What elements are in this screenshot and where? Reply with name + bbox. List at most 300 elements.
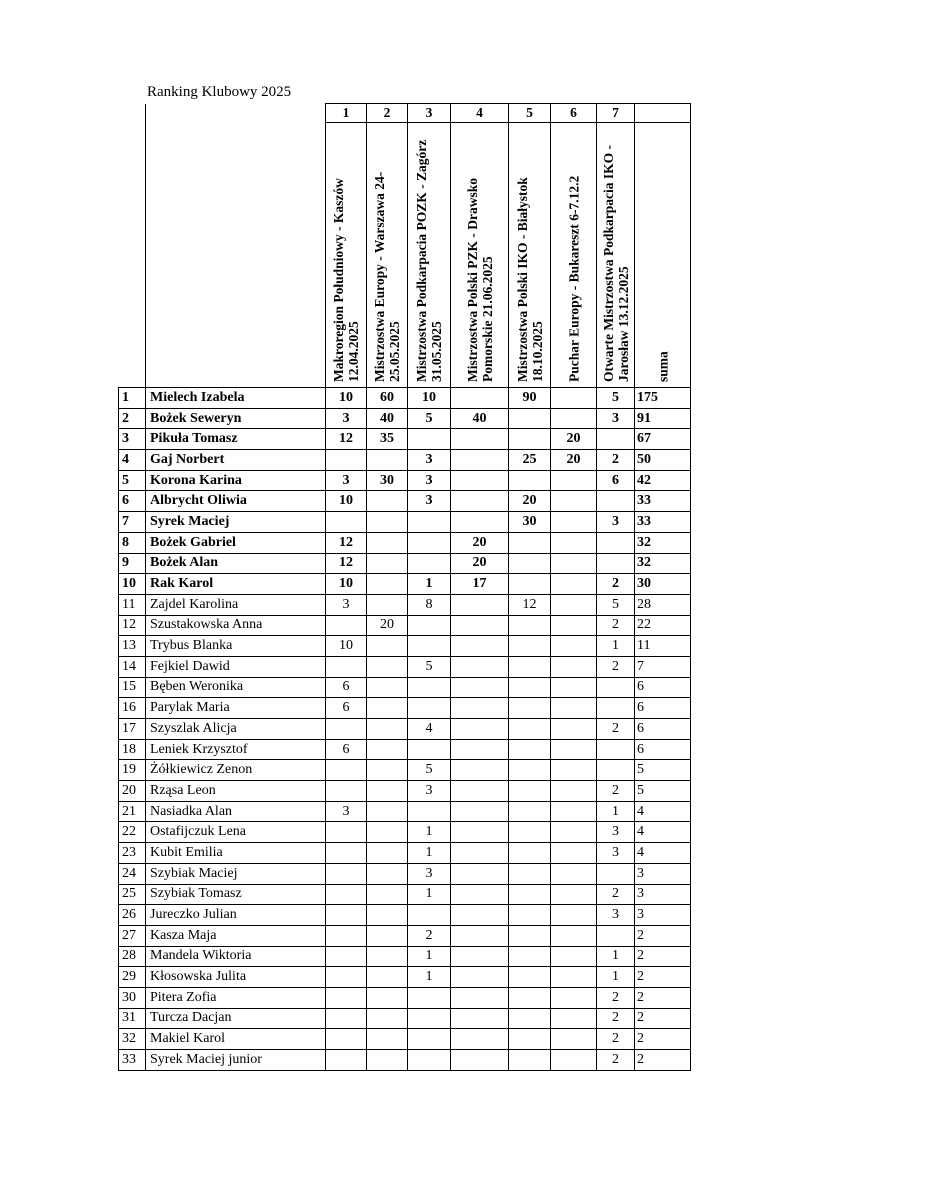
score-cell: [326, 843, 367, 864]
score-cell: 2: [597, 574, 635, 595]
score-cell: 3: [597, 843, 635, 864]
column-header-label: suma: [655, 351, 670, 382]
rank-cell: 20: [119, 781, 146, 802]
name-cell: Leniek Krzysztof: [146, 739, 326, 760]
table-row: [119, 574, 691, 595]
column-header-7: [597, 123, 635, 388]
rank-cell: 16: [119, 698, 146, 719]
score-cell: [597, 677, 635, 698]
name-cell: Żółkiewicz Zenon: [146, 760, 326, 781]
score-cell: [367, 967, 408, 988]
score-cell: [367, 677, 408, 698]
column-header-sum: [635, 123, 691, 388]
name-cell: Ostafijczuk Lena: [146, 822, 326, 843]
score-cell: 90: [509, 388, 551, 409]
score-cell: [551, 884, 597, 905]
score-cell: [451, 594, 509, 615]
score-cell: [326, 781, 367, 802]
table-row: [119, 698, 691, 719]
score-cell: [509, 1008, 551, 1029]
score-cell: [509, 656, 551, 677]
score-cell: [551, 698, 597, 719]
score-cell: 1: [408, 967, 451, 988]
score-cell: 10: [408, 388, 451, 409]
rank-cell: 25: [119, 884, 146, 905]
score-cell: 2: [597, 1050, 635, 1071]
rank-cell: 19: [119, 760, 146, 781]
score-cell: [367, 594, 408, 615]
score-cell: [551, 677, 597, 698]
name-cell: Bożek Alan: [146, 553, 326, 574]
score-cell: [367, 532, 408, 553]
score-cell: [451, 615, 509, 636]
sum-cell: 4: [635, 822, 691, 843]
rank-cell: 8: [119, 532, 146, 553]
score-cell: 1: [408, 946, 451, 967]
score-cell: 1: [597, 636, 635, 657]
table-row: [119, 1050, 691, 1071]
name-cell: Zajdel Karolina: [146, 594, 326, 615]
score-cell: 5: [408, 760, 451, 781]
score-cell: [408, 905, 451, 926]
score-cell: [551, 781, 597, 802]
score-cell: [551, 801, 597, 822]
score-cell: 6: [326, 677, 367, 698]
score-cell: 3: [408, 470, 451, 491]
score-cell: [326, 884, 367, 905]
score-cell: [509, 470, 551, 491]
score-cell: [597, 532, 635, 553]
score-cell: [408, 677, 451, 698]
score-cell: 1: [408, 884, 451, 905]
table-row: [119, 905, 691, 926]
score-cell: [597, 863, 635, 884]
score-cell: 5: [408, 656, 451, 677]
table-row: [119, 553, 691, 574]
name-cell: Syrek Maciej: [146, 512, 326, 533]
score-cell: [597, 491, 635, 512]
score-cell: [509, 1050, 551, 1071]
sum-cell: 33: [635, 491, 691, 512]
table-row: [119, 925, 691, 946]
score-cell: [551, 905, 597, 926]
score-cell: [451, 843, 509, 864]
score-cell: [326, 656, 367, 677]
score-cell: [551, 553, 597, 574]
column-header-3: [408, 123, 451, 388]
score-cell: [326, 863, 367, 884]
column-number: 3: [408, 104, 451, 123]
sum-cell: 28: [635, 594, 691, 615]
score-cell: [367, 987, 408, 1008]
table-row: [119, 388, 691, 409]
sum-cell: 33: [635, 512, 691, 533]
rank-cell: 27: [119, 925, 146, 946]
rank-cell: 21: [119, 801, 146, 822]
score-cell: 30: [367, 470, 408, 491]
sum-cell: 4: [635, 843, 691, 864]
score-cell: [451, 677, 509, 698]
table-row: [119, 863, 691, 884]
score-cell: [451, 925, 509, 946]
sum-cell: 6: [635, 739, 691, 760]
score-cell: [367, 863, 408, 884]
score-cell: [551, 1029, 597, 1050]
score-cell: [451, 429, 509, 450]
score-cell: [367, 719, 408, 740]
score-cell: 17: [451, 574, 509, 595]
score-cell: [367, 450, 408, 471]
rank-cell: 22: [119, 822, 146, 843]
name-cell: Szyszlak Alicja: [146, 719, 326, 740]
score-cell: [367, 925, 408, 946]
column-header-1: [326, 123, 367, 388]
table-row: [119, 512, 691, 533]
score-cell: [408, 1029, 451, 1050]
score-cell: [597, 739, 635, 760]
sum-cell: 5: [635, 760, 691, 781]
table-row: [119, 801, 691, 822]
score-cell: 3: [408, 450, 451, 471]
column-header-label: Puchar Europy - Bukareszt 6-7.12.2: [566, 175, 581, 382]
rank-cell: 30: [119, 987, 146, 1008]
score-cell: [551, 863, 597, 884]
score-cell: 2: [597, 450, 635, 471]
score-cell: 2: [597, 884, 635, 905]
score-cell: [408, 1050, 451, 1071]
rank-cell: 18: [119, 739, 146, 760]
score-cell: [551, 408, 597, 429]
score-cell: 1: [408, 574, 451, 595]
score-cell: 20: [551, 429, 597, 450]
score-cell: [551, 615, 597, 636]
score-cell: 5: [597, 388, 635, 409]
rank-cell: 4: [119, 450, 146, 471]
score-cell: [509, 553, 551, 574]
score-cell: 10: [326, 574, 367, 595]
score-cell: 3: [326, 470, 367, 491]
empty-cell: [146, 123, 326, 388]
score-cell: [367, 884, 408, 905]
score-cell: [451, 636, 509, 657]
column-header-4: [451, 123, 509, 388]
name-cell: Szustakowska Anna: [146, 615, 326, 636]
sum-cell: 30: [635, 574, 691, 595]
sum-cell: 11: [635, 636, 691, 657]
score-cell: 3: [326, 801, 367, 822]
score-cell: 2: [597, 656, 635, 677]
column-header-row: [119, 123, 691, 388]
score-cell: [551, 925, 597, 946]
score-cell: [451, 987, 509, 1008]
score-cell: [451, 450, 509, 471]
score-cell: [367, 905, 408, 926]
table-row: [119, 884, 691, 905]
name-cell: Syrek Maciej junior: [146, 1050, 326, 1071]
score-cell: [367, 698, 408, 719]
score-cell: 3: [597, 822, 635, 843]
score-cell: [509, 946, 551, 967]
table-row: [119, 739, 691, 760]
rank-cell: 9: [119, 553, 146, 574]
score-cell: [551, 388, 597, 409]
rank-cell: 32: [119, 1029, 146, 1050]
score-cell: 1: [597, 967, 635, 988]
score-cell: [509, 863, 551, 884]
score-cell: [326, 946, 367, 967]
score-cell: 2: [597, 719, 635, 740]
score-cell: [597, 925, 635, 946]
table-row: [119, 532, 691, 553]
score-cell: [509, 698, 551, 719]
table-row: [119, 677, 691, 698]
score-cell: [451, 801, 509, 822]
score-cell: [551, 1008, 597, 1029]
sum-cell: 6: [635, 677, 691, 698]
score-cell: 20: [367, 615, 408, 636]
table-row: [119, 719, 691, 740]
name-cell: Makiel Karol: [146, 1029, 326, 1050]
rank-cell: 1: [119, 388, 146, 409]
score-cell: [326, 987, 367, 1008]
score-cell: [509, 574, 551, 595]
table-row: [119, 491, 691, 512]
score-cell: [551, 719, 597, 740]
score-cell: [509, 760, 551, 781]
score-cell: [367, 760, 408, 781]
score-cell: [451, 967, 509, 988]
score-cell: [551, 491, 597, 512]
score-cell: 35: [367, 429, 408, 450]
score-cell: 2: [408, 925, 451, 946]
score-cell: 3: [597, 905, 635, 926]
score-cell: [367, 801, 408, 822]
table-row: [119, 615, 691, 636]
score-cell: [597, 760, 635, 781]
score-cell: 10: [326, 636, 367, 657]
score-cell: [509, 967, 551, 988]
score-cell: 3: [597, 512, 635, 533]
score-cell: [551, 946, 597, 967]
score-cell: 3: [326, 594, 367, 615]
score-cell: 5: [597, 594, 635, 615]
rank-cell: 31: [119, 1008, 146, 1029]
column-header-label: Mistrzostwa Polski IKO - Białystok 18.10.2025: [514, 177, 545, 382]
score-cell: [367, 946, 408, 967]
name-cell: Pikuła Tomasz: [146, 429, 326, 450]
name-cell: Parylak Maria: [146, 698, 326, 719]
score-cell: [326, 905, 367, 926]
rank-cell: 15: [119, 677, 146, 698]
name-cell: Jureczko Julian: [146, 905, 326, 926]
score-cell: [451, 905, 509, 926]
rank-cell: 24: [119, 863, 146, 884]
score-cell: [326, 1050, 367, 1071]
score-cell: [451, 698, 509, 719]
column-number: 2: [367, 104, 408, 123]
table-row: [119, 656, 691, 677]
score-cell: [408, 429, 451, 450]
score-cell: [408, 739, 451, 760]
score-cell: [367, 822, 408, 843]
name-cell: Korona Karina: [146, 470, 326, 491]
sum-cell: 67: [635, 429, 691, 450]
rank-cell: 26: [119, 905, 146, 926]
score-cell: [451, 884, 509, 905]
score-cell: [367, 739, 408, 760]
name-cell: Gaj Norbert: [146, 450, 326, 471]
score-cell: 12: [326, 429, 367, 450]
column-header-6: [551, 123, 597, 388]
sum-cell: 6: [635, 719, 691, 740]
sum-cell: 2: [635, 987, 691, 1008]
name-cell: Kłosowska Julita: [146, 967, 326, 988]
score-cell: [551, 470, 597, 491]
sum-cell: 32: [635, 532, 691, 553]
score-cell: [451, 739, 509, 760]
score-cell: 20: [551, 450, 597, 471]
name-cell: Rząsa Leon: [146, 781, 326, 802]
score-cell: [551, 636, 597, 657]
score-cell: [408, 636, 451, 657]
score-cell: [408, 553, 451, 574]
score-cell: 6: [326, 698, 367, 719]
column-header-5: [509, 123, 551, 388]
score-cell: 6: [326, 739, 367, 760]
score-cell: 2: [597, 1029, 635, 1050]
score-cell: 1: [597, 946, 635, 967]
score-cell: [509, 843, 551, 864]
score-cell: [451, 512, 509, 533]
column-number: 1: [326, 104, 367, 123]
score-cell: 12: [509, 594, 551, 615]
score-cell: [551, 739, 597, 760]
sum-cell: 2: [635, 1050, 691, 1071]
sum-cell: 2: [635, 1008, 691, 1029]
score-cell: 3: [408, 863, 451, 884]
score-cell: [509, 781, 551, 802]
sum-cell: 22: [635, 615, 691, 636]
sum-cell: 2: [635, 925, 691, 946]
table-row: [119, 822, 691, 843]
name-cell: Albrycht Oliwia: [146, 491, 326, 512]
score-cell: [451, 781, 509, 802]
score-cell: [326, 450, 367, 471]
score-cell: 6: [597, 470, 635, 491]
rank-cell: 5: [119, 470, 146, 491]
name-cell: Kasza Maja: [146, 925, 326, 946]
score-cell: [408, 1008, 451, 1029]
rank-cell: 10: [119, 574, 146, 595]
score-cell: 3: [326, 408, 367, 429]
sum-cell: 7: [635, 656, 691, 677]
rank-cell: 29: [119, 967, 146, 988]
score-cell: 2: [597, 781, 635, 802]
score-cell: [509, 739, 551, 760]
score-cell: [408, 698, 451, 719]
score-cell: [367, 656, 408, 677]
sum-cell: 5: [635, 781, 691, 802]
table-row: [119, 1029, 691, 1050]
name-cell: Fejkiel Dawid: [146, 656, 326, 677]
column-header-label: Otwarte Mistrzostwa Podkarpacia IKO - Jarosław 13.12.2025: [600, 145, 631, 382]
column-number: 6: [551, 104, 597, 123]
empty-cell: [119, 104, 146, 123]
sum-cell: 32: [635, 553, 691, 574]
score-cell: [367, 553, 408, 574]
table-row: [119, 967, 691, 988]
score-cell: [597, 429, 635, 450]
score-cell: [551, 656, 597, 677]
score-cell: [367, 1008, 408, 1029]
score-cell: [551, 574, 597, 595]
table-row: [119, 408, 691, 429]
column-header-label: Makroregion Południowy - Kaszów 12.04.2025: [331, 178, 361, 382]
name-cell: Rak Karol: [146, 574, 326, 595]
score-cell: 5: [408, 408, 451, 429]
score-cell: [509, 884, 551, 905]
table-row: [119, 781, 691, 802]
empty-cell: [635, 104, 691, 123]
score-cell: 40: [367, 408, 408, 429]
sum-cell: 3: [635, 905, 691, 926]
score-cell: 60: [367, 388, 408, 409]
score-cell: [326, 1029, 367, 1050]
score-cell: [551, 532, 597, 553]
name-cell: Nasiadka Alan: [146, 801, 326, 822]
rank-cell: 17: [119, 719, 146, 740]
score-cell: [367, 1050, 408, 1071]
sum-cell: 2: [635, 967, 691, 988]
score-cell: [451, 719, 509, 740]
column-number: 5: [509, 104, 551, 123]
table-row: [119, 987, 691, 1008]
score-cell: [451, 388, 509, 409]
score-cell: [326, 822, 367, 843]
name-cell: Kubit Emilia: [146, 843, 326, 864]
score-cell: [408, 801, 451, 822]
score-cell: [509, 408, 551, 429]
rank-cell: 7: [119, 512, 146, 533]
column-number: 7: [597, 104, 635, 123]
table-row: [119, 946, 691, 967]
score-cell: [408, 512, 451, 533]
sum-cell: 6: [635, 698, 691, 719]
rank-cell: 23: [119, 843, 146, 864]
score-cell: 3: [408, 781, 451, 802]
score-cell: 4: [408, 719, 451, 740]
score-cell: [509, 905, 551, 926]
score-cell: [551, 512, 597, 533]
score-cell: [451, 822, 509, 843]
score-cell: [367, 1029, 408, 1050]
rank-cell: 12: [119, 615, 146, 636]
score-cell: [326, 615, 367, 636]
score-cell: 30: [509, 512, 551, 533]
table-row: [119, 470, 691, 491]
score-cell: 2: [597, 615, 635, 636]
sum-cell: 3: [635, 884, 691, 905]
score-cell: [367, 781, 408, 802]
score-cell: 3: [408, 491, 451, 512]
sum-cell: 50: [635, 450, 691, 471]
table-row: [119, 1008, 691, 1029]
score-cell: [597, 553, 635, 574]
score-cell: [326, 925, 367, 946]
name-cell: Szybiak Maciej: [146, 863, 326, 884]
table-row: [119, 760, 691, 781]
column-header-2: [367, 123, 408, 388]
